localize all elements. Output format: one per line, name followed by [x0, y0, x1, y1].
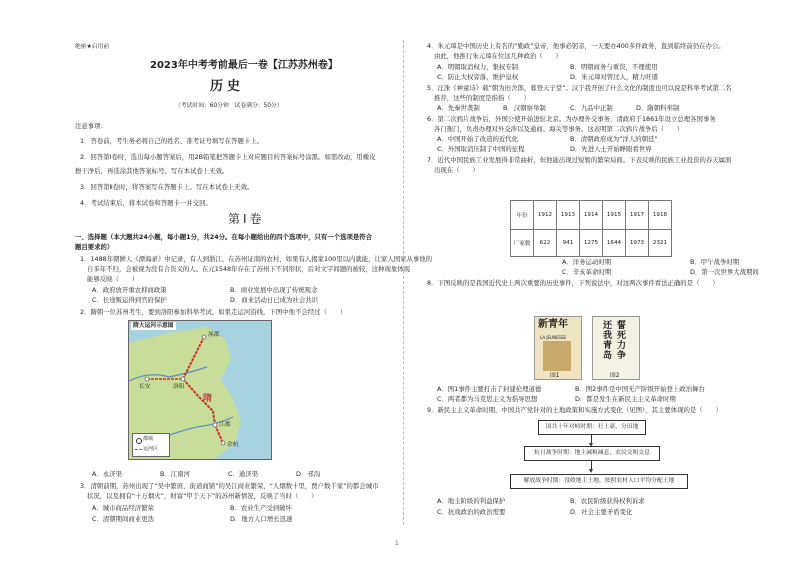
q1-line2: 自多年不归，会被视为没有合资义的人。在元1548年存在了苏州下不同形状，后对文字间题的被较，这种现象体现: [87, 265, 411, 273]
table-cell: 1912: [534, 201, 557, 230]
note-4: 4．考试结束后，将本试卷和答题卡一并交回。: [80, 199, 212, 207]
img2-text-1: 誓死力争: [617, 321, 627, 361]
part1-instr-a: 一、选择题（本大题共24小题，每小题1分，共24分。在每小题给出的四个选项中，只有一个选项是符合: [75, 233, 373, 241]
q3-line2: 状况，以及拥有“十万烟火”，财富“甲于天下”的苏州新情况，反映了当时（ ）: [87, 492, 318, 500]
flow-arrow-2: [591, 460, 592, 470]
note-2b: 擦干净后，再选涂其他答案标号。写在本试卷上无效。: [75, 167, 229, 175]
q5-line1: 5．汪洙《神童诗》载“朝为田舍郎，暮登天子堂”。汉于我开创了什么文化的制度也可以说是科举考试第二名: [427, 84, 732, 92]
table-cell: 1917: [626, 201, 649, 230]
q3-option-a[interactable]: A．城市商品经济繁荣: [92, 504, 154, 512]
q6-option-b[interactable]: B．清朝政府成为“洋人的朝廷”: [570, 135, 658, 143]
legend-canal-text: 运河区: [143, 446, 159, 452]
table-cell: 1918: [649, 201, 672, 230]
q6-line1: 6．第二次鸦片战争后，外国公使开始进驻北京。为办理外交事务，清政府于1861年设立总理各国事务: [427, 115, 716, 123]
q9-option-b[interactable]: B．农民阶级获得权利诉求: [570, 497, 645, 505]
q8-line1: 8．下图反映的是我国近代史上两次重要的历史事件，下列说法中，对这两次事件看法正确的是（ ）: [427, 279, 719, 287]
img1-title: 新青年: [538, 319, 568, 330]
table-header-count: 厂家数: [511, 230, 534, 257]
city-yuhang-dot: [221, 441, 225, 445]
notes-label: 注意事项：: [75, 122, 107, 130]
map-label-luoyang: 洛阳: [173, 384, 185, 390]
q5-option-c[interactable]: C．九品中正制: [570, 104, 613, 112]
subject-title: 历史: [210, 79, 245, 94]
map-legend: [132, 433, 170, 457]
q9-option-a[interactable]: A．地主阶级的利益保护: [437, 497, 506, 505]
img2-text-2: 还我青岛: [603, 321, 613, 361]
grand-canal-map: [128, 320, 272, 460]
q1-option-b[interactable]: B．商业发展中出现了传统观念: [230, 286, 318, 294]
img1-label: 图1: [550, 373, 560, 379]
map-title: 隋大运河示意图: [133, 323, 174, 329]
q5-option-b[interactable]: B．汉朝察举制: [503, 104, 546, 112]
q1-line1: 1．1488年朝鲜人《漂海录》中记录，有人到浙江、在苏州证南的农村，如果有人揭家100里以内就能，让家人国家从事他的: [80, 255, 433, 263]
q8-option-a[interactable]: A．图1事件主要打击了封建伦理道德: [437, 385, 542, 393]
img1-subtitle: LA JEUNESSE: [540, 335, 567, 340]
table-cell: 2321: [649, 230, 672, 257]
q4-line1: 4．朱元璋是中国历史上有名的“勤政”皇帝，他事必躬亲，一天要办400多件政务，直到临终前仍在办公。: [427, 42, 725, 50]
page-number: 1: [395, 541, 399, 547]
note-1: 1．答卷前，考生务必将自己的姓名、准考证号填写在答题卡上。: [80, 137, 264, 145]
img1-portrait: [543, 341, 571, 371]
legend-canal-icon: [135, 449, 142, 450]
q7-line1: 7．近代中国民族工业发展得非常曲折，但他能出现过短暂的繁荣局面。下表反映的民族工业投资的春天属面: [427, 156, 732, 164]
column-divider: [403, 40, 404, 525]
table-row-counts: [511, 230, 672, 257]
q1-option-d[interactable]: D．商业活动日已成为社会共识: [230, 296, 318, 304]
img2-label: 图2: [610, 373, 620, 379]
q4-option-a[interactable]: A．明朝取消权力，集权专制: [437, 63, 519, 71]
map-label-yuhang: 余杭: [227, 442, 239, 448]
q7-option-c[interactable]: C．辛亥革命时期: [562, 268, 612, 276]
q3-option-d[interactable]: D．地方人口增长迅速: [230, 515, 293, 523]
table-cell: 941: [557, 230, 580, 257]
city-changan-dot: [145, 377, 149, 381]
part1-instr-b: 题目要求的）: [75, 243, 114, 251]
q6-option-d[interactable]: D．先进人士开始睁眼看世界: [570, 145, 652, 153]
image-may-fourth-slogan: [592, 316, 640, 380]
q1-option-a[interactable]: A．政府放开重农抑商政策: [92, 286, 167, 294]
q5-option-d[interactable]: D．隋朝科举制: [636, 104, 680, 112]
table-cell: 1914: [580, 201, 603, 230]
legend-capital-text: 都城: [143, 436, 154, 442]
q6-line2: 各门衙门，负责办理对外交涉以及通商、海关等事务。这表明第二次鸦片战争后（ ）: [434, 125, 684, 133]
q3-option-c[interactable]: C．清朝期间商业更迭: [92, 515, 154, 523]
q4-line2: 由此，他推行朱元璋在位这几种政治（ ）: [434, 52, 562, 60]
map-label-jiangdu: 江都: [219, 422, 231, 428]
q2-option-c[interactable]: C．通济渠: [228, 470, 259, 478]
note-3: 3．回答第Ⅱ卷时，将答案写在答题卡上。写在本试卷上无效。: [80, 183, 254, 191]
city-luoyang-dot: [181, 377, 185, 381]
table-row-years: [511, 201, 672, 230]
q7-option-a[interactable]: A．洋务运动时期: [562, 258, 612, 266]
q7-line2: 出现在（ ）: [434, 166, 479, 174]
q8-option-d[interactable]: D．都是发生在新民主主义革命时期: [575, 395, 676, 403]
table-cell: 1275: [580, 230, 603, 257]
table-header-year: 年份: [511, 201, 534, 230]
city-jiangdu-dot: [213, 423, 217, 427]
flow-arrow-1: [591, 434, 592, 444]
table-cell: 1915: [603, 201, 626, 230]
q2-line1: 2．隋朝一位苏州考生，要到洛阳参加科举考试，如果走运河沿线，下图中他不会经过（ ）: [80, 308, 347, 316]
legend-capital-icon: [136, 438, 142, 444]
q3-line1: 3．清朝前期，苏州出现了“吴中繁庶，街道商铺”的吴江商业繁荣，“人烟数十里，贾户数千家”的都会城市: [80, 482, 379, 490]
q2-option-d[interactable]: D．邗沟: [296, 470, 321, 478]
q5-option-a[interactable]: A．先秦世袭制: [437, 104, 480, 112]
q3-option-b[interactable]: B．农业生产受到破坏: [230, 504, 292, 512]
q2-option-a[interactable]: A．永济渠: [92, 470, 122, 478]
q9-line1: 9．新民主主义革命时期，中国共产党针对的土地政策和实施方式变化（见图），其主要体现的是（ ）: [427, 406, 722, 414]
q6-option-c[interactable]: C．外国取消压制了中国的征程: [437, 145, 525, 153]
map-label-zhuojun: 涿郡: [208, 332, 220, 338]
secret-label: 绝密★启用前: [75, 44, 110, 50]
q4-option-d[interactable]: D．朱元璋对管过人，精力旺盛: [570, 73, 658, 81]
table-cell: 1644: [603, 230, 626, 257]
q4-option-c[interactable]: C．防止大权旁落，维护皇权: [437, 73, 519, 81]
flow-step-2: 抗日战争时期：地主减租减息，农民交租交息: [524, 446, 660, 461]
table-cell: 1913: [557, 201, 580, 230]
q7-option-b[interactable]: B．甲午战争时期: [690, 258, 740, 266]
q6-option-a[interactable]: A．中国开始了改造的近代化: [437, 135, 519, 143]
part1-title: 第Ⅰ卷: [228, 212, 265, 226]
q5-line2: 推荐，这些的制度是指指（ ）: [434, 94, 530, 102]
flow-step-3: 解放战争时期：没收地主土地，按照农村人口平均分配土地: [510, 474, 688, 489]
city-zhuojun-dot: [202, 335, 206, 339]
q9-option-c[interactable]: C．抗战政治的政治需要: [437, 508, 506, 516]
table-cell: 1973: [626, 230, 649, 257]
q2-option-b[interactable]: B．江南河: [160, 470, 190, 478]
table-cell: 622: [534, 230, 557, 257]
q8-option-b[interactable]: B．图2事件是中国无产阶级开始登上政治舞台: [575, 385, 705, 393]
q7-option-d[interactable]: D．第一次世界大战期间: [690, 268, 759, 276]
q4-option-b[interactable]: B．明朝商务与重资，不理使用: [570, 63, 658, 71]
q8-option-c[interactable]: C．两者都为马克思主义为指导思想: [437, 395, 538, 403]
map-label-changan: 长安: [139, 384, 151, 390]
exam-info: （考试时间：60分钟 试卷满分：50分）: [175, 103, 283, 109]
factory-table: [510, 200, 672, 257]
q9-option-d[interactable]: D．社会主要矛盾变化: [570, 508, 633, 516]
map-label-sui: 隋: [203, 394, 213, 404]
flow-step-1: 国共十年对峙时期：打土豪，分田地: [538, 420, 646, 435]
image-new-youth-cover: [534, 316, 582, 380]
exam-title: 2023年中考考前最后一卷【江苏苏州卷】: [150, 60, 338, 71]
q1-line3: 能够反映（ ）: [87, 275, 139, 283]
q1-option-c[interactable]: C．长途贩运得到官府保护: [92, 296, 167, 304]
note-2a: 2．回答第Ⅰ卷时，选出每小题答案后，用2B铅笔把答题卡上对应题目的答案标号涂黑。如需改动，用橡皮: [80, 153, 376, 161]
